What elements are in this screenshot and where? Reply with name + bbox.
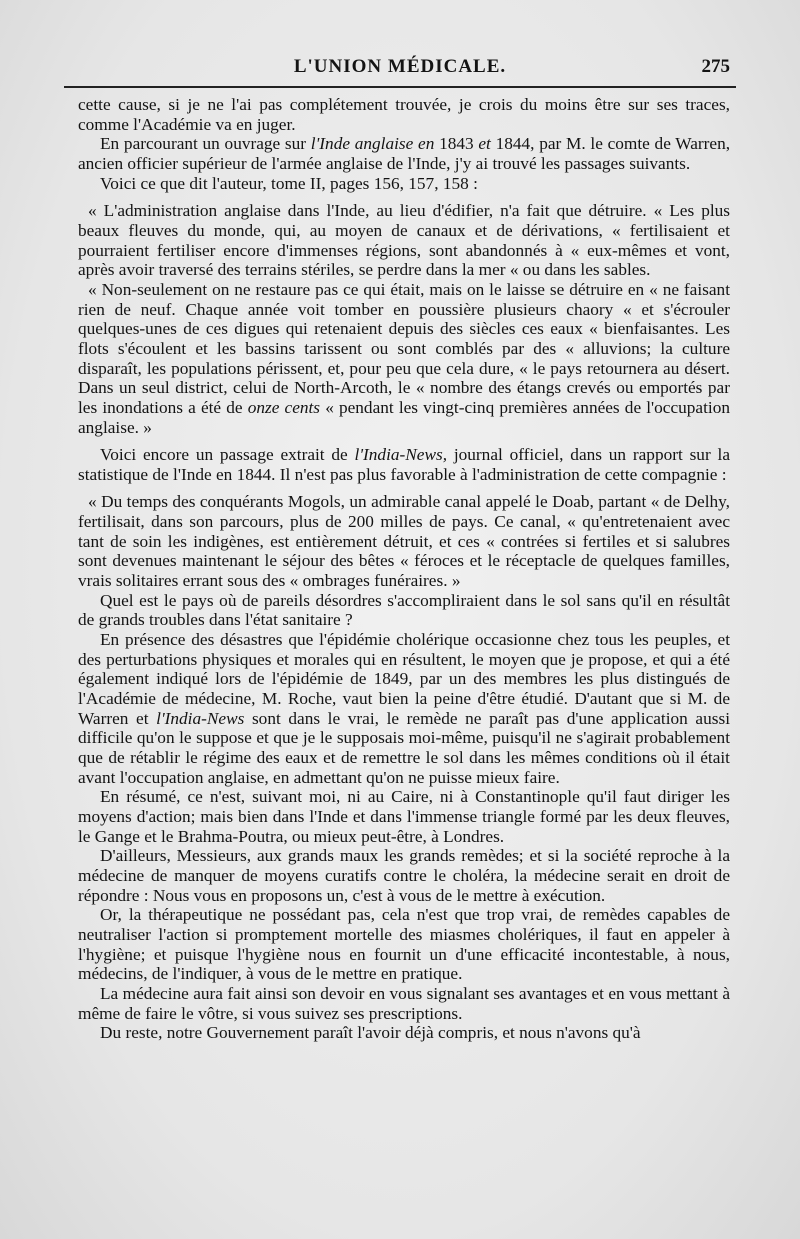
paragraph-6-text-b: sont dans le vrai, le remède ne paraît pas d'une application aussi difficile qu'on le suppose et que je le supposais moi-même, puisqu'il ne s'agirait probablement que de rétablir le régime des eaux et de remettre le sol dans les mêmes conditions où il était avant l'occupation anglaise, en admettant qu'on ne puisse mieux faire. [78, 708, 730, 787]
header-rule [64, 86, 736, 88]
paragraph-4-text-a: Voici encore un passage extrait de [100, 445, 355, 465]
india-news-italic-2: l'India-News [156, 708, 245, 728]
running-header [64, 50, 736, 84]
book-title-italic: l'Inde anglaise en [310, 134, 435, 154]
paragraph-1: cette cause, si je ne l'ai pas complétement trouvée, je crois du moins être sur ses traces, comme l'Académie va en juger. [78, 95, 730, 134]
paragraph-6 [78, 630, 730, 787]
quote-3: « Du temps des conquérants Mogols, un admirable canal appelé le Doab, partant « de Delhy, fertilisait, dans son parcours, plus de 200 milles de pays. Ce canal, « qu'entretenaient avec tant de soin les indigènes, est entièrement détruit, et ces « contrées si fertiles et si salubres sont devenues maintenant le séjour des bêtes « féroces et le réceptacle de quelques familles, vrais solitaires errant sous des « ombrages funéraires. » [78, 492, 730, 591]
paragraph-5: Quel est le pays où de pareils désordres s'accompliraient dans le sol sans qu'il en résultât de grands troubles dans l'état sanitaire ? [78, 590, 730, 630]
onze-cents-italic: onze cents [247, 397, 321, 417]
india-news-italic: l'India-News, [354, 445, 448, 465]
quote-2 [78, 280, 730, 437]
paragraph-2-year: 1843 [434, 134, 479, 154]
paragraph-2-text-b: 1844, par M. le comte de Warren, ancien officier supérieur de l'armée anglaise de l'Inde, j'y ai trouvé les passages suivants. [78, 134, 731, 173]
conjunction-italic: et [478, 134, 491, 154]
paragraph-6-text-a: En présence des désastres que l'épidémie cholérique occasionne chez tous les peuples, et des perturbations physiques et morales qui en résultent, le moyen que je propose, et qui a été également indiqué lors de l'épidémie de 1849, par un des membres les plus distingués de l'Académie de médecine, M. Roche, vaut bien la peine d'être étudié. D'autant que si M. de Warren et [78, 630, 730, 728]
article-body [78, 95, 730, 1043]
paragraph-3: Voici ce que dit l'auteur, tome II, pages 156, 157, 158 : [100, 173, 478, 193]
quote-2-text-a: « Non-seulement on ne restaure pas ce qui était, mais on le laisse se détruire en « ne faisant rien de neuf. Chaque année voit tomber en poussière plusieurs chaory « et s'écrouler quelques-unes de ces digues qui retenaient depuis des siècles ces eaux « bienfaisantes. Les flots s'écoulent et les bassins tarissent ou sont comblés par des « alluvions; la culture disparaît, les populations périssent, et, pour peu que cela dure, « le pays retournera au désert. Dans un seul district, celui de North-Arcoth, le « nombre des étangs crevés ou emportés par les inondations a été de [78, 279, 730, 417]
paragraph-7: En résumé, ce n'est, suivant moi, ni au Caire, ni à Constantinople qu'il faut diriger les moyens d'action; mais bien dans l'Inde et dans l'immense triangle formé par les deux fleuves, le Gange et le Brahma-Poutra, ou mieux peut-être, à Londres. [78, 787, 730, 846]
paragraph-2 [78, 134, 730, 173]
quote-2-text-b: « pendant les vingt-cinq premières années de l'occupation anglaise. » [78, 397, 730, 437]
paragraph-2-text-a: En parcourant un ouvrage sur [100, 134, 311, 154]
paragraph-9: Or, la thérapeutique ne possédant pas, cela n'est que trop vrai, de remèdes capables de neutraliser l'action si promptement mortelle des miasmes cholériques, il faut en appeler à l'hygiène; et puisque l'hygiène nous en fournit un d'une efficacité incontestable, à nous, médecins, de l'indiquer, à vous de le mettre en pratique. [78, 905, 730, 984]
paragraph-11: Du reste, notre Gouvernement paraît l'avoir déjà compris, et nous n'avons qu'à [100, 1023, 641, 1043]
paragraph-4-text-b: journal officiel, dans un rapport sur la statistique de l'Inde en 1844. Il n'est pas plus favorable à l'administration de cette compagnie : [78, 445, 730, 484]
paragraph-4 [78, 445, 730, 484]
paragraph-8: D'ailleurs, Messieurs, aux grands maux les grands remèdes; et si la société reproche à la médecine de manquer de moyens curatifs contre le choléra, la médecine serait en droit de répondre : Nous vous en proposons un, c'est à vous de le mettre à exécution. [78, 846, 730, 905]
page-number: 275 [701, 56, 730, 77]
quote-1: « L'administration anglaise dans l'Inde, au lieu d'édifier, n'a fait que détruire. « Les plus beaux fleuves du monde, qui, au moyen de canaux et de dérivations, « fertilisaient et pourraient fertiliser encore d'immenses régions, sont abandonnés à « eux-mêmes et vont, après avoir traversé des terrains stériles, se perdre dans la mer « ou dans les sables. [78, 201, 730, 280]
journal-title: L'UNION MÉDICALE. [293, 56, 507, 77]
paragraph-10: La médecine aura fait ainsi son devoir en vous signalant ses avantages et en vous mettant à même de faire le vôtre, si vous suivez ses prescriptions. [78, 983, 730, 1023]
